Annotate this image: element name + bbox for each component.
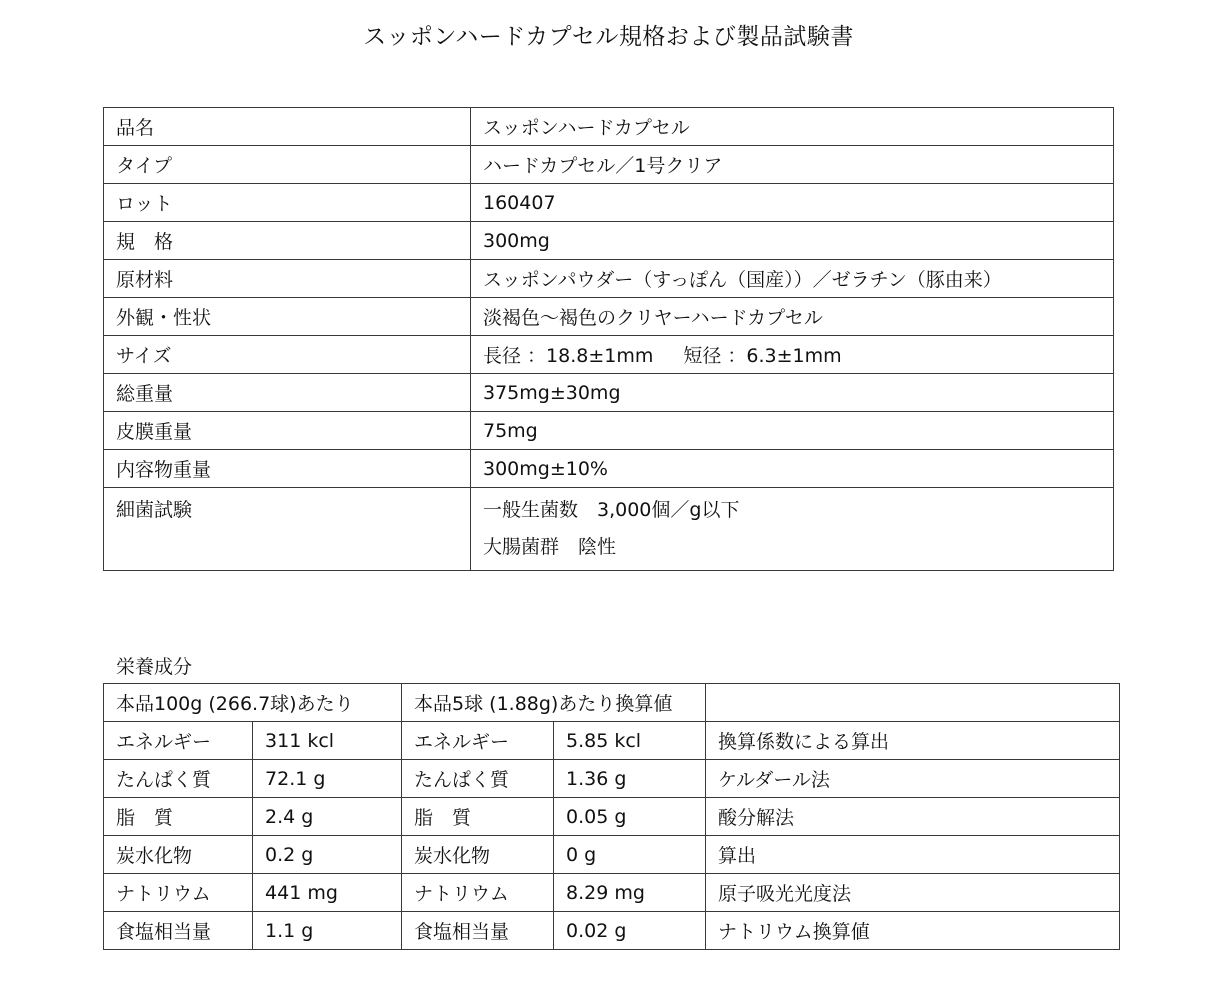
row-label: 皮膜重量 (104, 412, 471, 450)
table-row (104, 184, 1114, 222)
table-row (104, 450, 1114, 488)
nutrient-name: たんぱく質 (104, 760, 253, 798)
header-per-100g: 本品100g (266.7球)あたり (104, 684, 402, 722)
value-per-5-capsules: 0.05 g (553, 798, 705, 836)
nutrient-name: 炭水化物 (104, 836, 253, 874)
nutrient-name: エネルギー (402, 722, 554, 760)
nutrient-name: 食塩相当量 (104, 912, 253, 950)
value-per-100g: 2.4 g (253, 798, 402, 836)
row-value (471, 336, 1114, 374)
table-row (104, 874, 1120, 912)
table-row (104, 412, 1114, 450)
value-per-5-capsules: 8.29 mg (553, 874, 705, 912)
bacteria-coliform: 大腸菌群 陰性 (483, 536, 617, 558)
row-label: サイズ (104, 336, 471, 374)
analysis-method: 換算係数による算出 (705, 722, 1119, 760)
row-label: タイプ (104, 146, 471, 184)
bacteria-general-count: 一般生菌数 3,000個／g以下 (483, 499, 740, 521)
table-row (104, 222, 1114, 260)
size-short-diameter: 短径 ：6.3±1mm (683, 345, 842, 367)
analysis-method: 原子吸光光度法 (705, 874, 1119, 912)
table-row (104, 336, 1114, 374)
nutrient-name: たんぱく質 (402, 760, 554, 798)
value-per-100g: 441 mg (253, 874, 402, 912)
table-header-row (104, 684, 1120, 722)
nutrient-name: ナトリウム (104, 874, 253, 912)
header-per-5-capsules: 本品5球 (1.88g)あたり換算値 (402, 684, 706, 722)
analysis-method: ナトリウム換算値 (705, 912, 1119, 950)
table-row (104, 260, 1114, 298)
row-value: 75mg (471, 412, 1114, 450)
table-row (104, 798, 1120, 836)
size-long-diameter: 長径 ：18.8±1mm (483, 345, 654, 367)
row-value (471, 488, 1114, 571)
row-label: 細菌試験 (116, 499, 193, 521)
table-row (104, 298, 1114, 336)
nutrient-name: 炭水化物 (402, 836, 554, 874)
nutrient-name: 脂 質 (104, 798, 253, 836)
analysis-method: 酸分解法 (705, 798, 1119, 836)
value-per-5-capsules: 0 g (553, 836, 705, 874)
row-value: 300mg±10% (471, 450, 1114, 488)
row-value: 375mg±30mg (471, 374, 1114, 412)
nutrient-name: エネルギー (104, 722, 253, 760)
nutrition-table (103, 683, 1120, 950)
table-row (104, 760, 1120, 798)
value-per-5-capsules: 1.36 g (553, 760, 705, 798)
row-value: スッポンパウダー（すっぽん（国産））／ゼラチン（豚由来） (471, 260, 1114, 298)
table-row (104, 488, 1114, 571)
row-label: 原材料 (104, 260, 471, 298)
row-value: ハードカプセル／1号クリア (471, 146, 1114, 184)
row-label: ロット (104, 184, 471, 222)
value-per-100g: 72.1 g (253, 760, 402, 798)
nutrition-section-title: 栄養成分 (116, 656, 193, 678)
spec-table (103, 107, 1114, 571)
row-label: 外観・性状 (104, 298, 471, 336)
table-row (104, 836, 1120, 874)
nutrient-name: 脂 質 (402, 798, 554, 836)
value-per-100g: 311 kcl (253, 722, 402, 760)
analysis-method: ケルダール法 (705, 760, 1119, 798)
value-per-100g: 0.2 g (253, 836, 402, 874)
table-row (104, 374, 1114, 412)
row-label-cell (104, 488, 471, 571)
row-label: 品名 (104, 108, 471, 146)
nutrient-name: ナトリウム (402, 874, 554, 912)
table-row (104, 146, 1114, 184)
table-row (104, 912, 1120, 950)
row-value: スッポンハードカプセル (471, 108, 1114, 146)
row-value: 160407 (471, 184, 1114, 222)
header-method (705, 684, 1119, 722)
table-row (104, 722, 1120, 760)
row-label: 規 格 (104, 222, 471, 260)
value-per-5-capsules: 5.85 kcl (553, 722, 705, 760)
row-label: 内容物重量 (104, 450, 471, 488)
value-per-5-capsules: 0.02 g (553, 912, 705, 950)
analysis-method: 算出 (705, 836, 1119, 874)
table-row (104, 108, 1114, 146)
row-label: 総重量 (104, 374, 471, 412)
row-value: 300mg (471, 222, 1114, 260)
value-per-100g: 1.1 g (253, 912, 402, 950)
document-title: スッポンハードカプセル規格および製品試験書 (363, 24, 854, 50)
row-value: 淡褐色～褐色のクリヤーハードカプセル (471, 298, 1114, 336)
nutrient-name: 食塩相当量 (402, 912, 554, 950)
